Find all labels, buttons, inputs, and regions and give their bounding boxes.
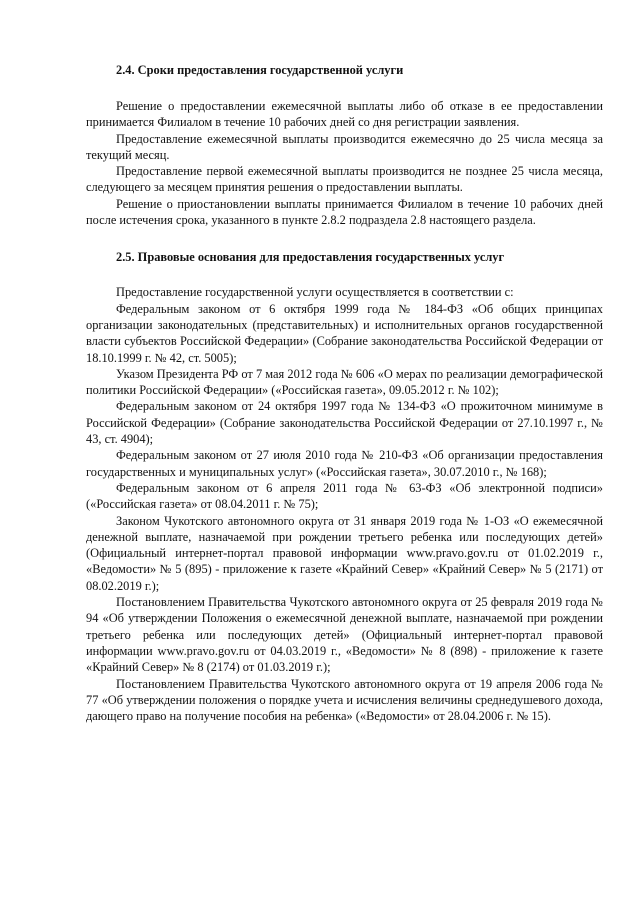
section-heading-deadlines: 2.4. Сроки предоставления государственной услуги xyxy=(116,63,404,77)
paragraph-law-210fz: Федеральным законом от 27 июля 2010 года № 210-ФЗ «Об организации предоставления государственных и муниципальных услуг» («Российская газета», 30.07.2010 г., № 168); xyxy=(86,448,603,479)
paragraph-law-63fz: Федеральным законом от 6 апреля 2011 года № 63-ФЗ «Об электронной подписи» («Российская газета» от 08.04.2011 г. № 75); xyxy=(86,480,603,512)
paragraph-decision-term: Решение о предоставлении ежемесячной выплаты либо об отказе в ее предоставлении принимается Филиалом в течение 10 рабочих дней со дня регистрации заявления. xyxy=(86,99,603,130)
document-page xyxy=(86,62,603,724)
paragraph-resolution-94: Постановлением Правительства Чукотского автономного округа от 25 февраля 2019 года № 94 «Об утверждении Положения о ежемесячной денежной выплате, назначаемой при рождении третьего ребенка или последующих детей» (Официальный интернет-портал правовой информации www.pravo.gov.ru от 04.03.2019 г., «Ведомости» № 8 (898) - приложение к газете «Крайний Север» № 8 (2174) от 01.03.2019 г.); xyxy=(86,595,603,675)
paragraph-suspension-decision: Решение о приостановлении выплаты принимается Филиалом в течение 10 рабочих дней после истечения срока, указанного в пункте 2.8.2 подраздела 2.8 настоящего раздела. xyxy=(86,196,603,228)
paragraph-resolution-77: Постановлением Правительства Чукотского автономного округа от 19 апреля 2006 года № 77 «Об утверждении положения о порядке учета и исчисления величины среднедушевого дохода, дающего право на получение пособия на ребенка» («Ведомости» от 28.04.2006 г. № 15). xyxy=(86,676,603,724)
paragraph-decree-606: Указом Президента РФ от 7 мая 2012 года № 606 «О мерах по реализации демографической политики Российской Федерации» («Российская газета», 09.05.2012 г. № 102); xyxy=(86,366,603,398)
section-heading-legal-basis: 2.5. Правовые основания для предоставления государственных услуг xyxy=(116,250,505,265)
paragraph-law-184fz: Федеральным законом от 6 октября 1999 года № 184-ФЗ «Об общих принципах организации законодательных (представительных) и исполнительных органов государственной власти субъектов Российской Федерации» (Собрание законодательства Российской Федерации от 18.10.1999 г. № 42, ст. 5005); xyxy=(86,301,603,365)
paragraph-legal-basis-intro: Предоставление государственной услуги осуществляется в соответствии с: xyxy=(116,285,514,300)
paragraph-law-134fz: Федеральным законом от 24 октября 1997 года № 134-ФЗ «О прожиточном минимуме в Российской Федерации» (Собрание законодательства Российской Федерации от 27.10.1997 г., № 43, ст. 4904); xyxy=(86,399,603,447)
paragraph-monthly-payment-schedule: Предоставление ежемесячной выплаты производится ежемесячно до 25 числа месяца за текущий месяц. xyxy=(86,131,603,162)
paragraph-first-payment: Предоставление первой ежемесячной выплаты производится не позднее 25 числа месяца, следующего за месяцем принятия решения о предоставлении выплаты. xyxy=(86,164,603,195)
paragraph-chukotka-law-1oz: Законом Чукотского автономного округа от 31 января 2019 года № 1-ОЗ «О ежемесячной денежной выплате, назначаемой при рождении третьего ребенка или последующих детей» (Официальный интернет-портал правовой информации www.pravo.gov.ru от 01.02.2019 г., «Ведомости» № 5 (895) - приложение к газете «Крайний Север» «Крайний Север» № 5 (2171) от 08.02.2019 г.); xyxy=(86,513,603,593)
